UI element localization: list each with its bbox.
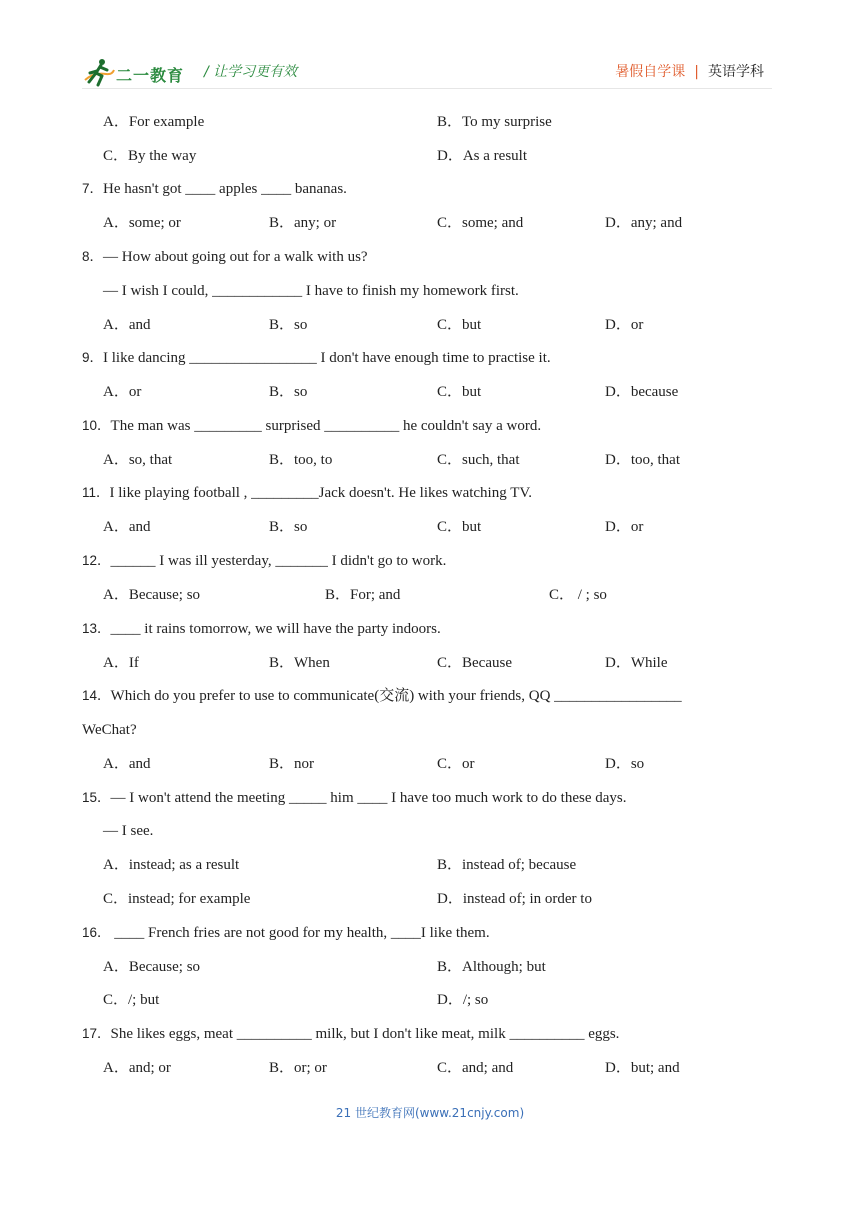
option-b: B．To my surprise: [437, 114, 552, 130]
option-c: C．/; but: [103, 992, 160, 1008]
question-text: Which do you prefer to use to communicate(交流) with your friends, QQ _________________: [110, 688, 682, 704]
question-text: The man was _________ surprised __________ he couldn't say a word.: [110, 418, 542, 434]
question-number: 15．: [82, 790, 111, 805]
question-text: — How about going out for a walk with us?: [103, 249, 368, 265]
option-c: C．such, that: [437, 452, 520, 468]
option-d: D．While: [605, 655, 668, 671]
option-c: C．but: [437, 384, 482, 400]
header-separator: |: [694, 64, 699, 80]
option-c: C．By the way: [103, 148, 197, 164]
slogan: / 让学习更有效: [204, 64, 298, 80]
option-b: B．nor: [269, 756, 315, 772]
question-text-continued: — I see.: [103, 823, 154, 839]
question-stem: [82, 179, 347, 199]
option-a: A．If: [103, 655, 139, 671]
header-course-info: [615, 61, 764, 81]
question-stem: [82, 788, 626, 808]
option-b: B．any; or: [269, 215, 337, 231]
option-b: B．instead of; because: [437, 857, 577, 873]
question-text: ____ French fries are not good for my health, ____I like them.: [110, 925, 490, 941]
logo: [82, 58, 190, 88]
option-d: D．or: [605, 519, 644, 535]
question-stem: [82, 551, 446, 571]
course-label: 暑假自学课: [615, 64, 686, 80]
option-c: C．but: [437, 317, 482, 333]
header-divider: [82, 88, 772, 89]
option-a: A．so, that: [103, 452, 173, 468]
question-text: — I won't attend the meeting _____ him ____ I have too much work to do these days.: [110, 790, 627, 806]
option-b: B．Although; but: [437, 959, 546, 975]
question-number: 16．: [82, 925, 111, 940]
question-number: 13．: [82, 621, 111, 636]
option-a: A．instead; as a result: [103, 857, 240, 873]
question-stem: [82, 416, 541, 436]
option-c: C．and; and: [437, 1060, 514, 1076]
question-number: 9．: [82, 350, 104, 365]
option-c: C．but: [437, 519, 482, 535]
option-d: D．or: [605, 317, 644, 333]
option-a: A．Because; so: [103, 587, 201, 603]
question-number: 12．: [82, 553, 111, 568]
option-d: D．/; so: [437, 992, 489, 1008]
option-a: A．and: [103, 519, 151, 535]
option-d: D．too, that: [605, 452, 680, 468]
page-footer[interactable]: 21 世纪教育网(www.21cnjy.com): [335, 1106, 525, 1120]
option-d: D．instead of; in order to: [437, 891, 592, 907]
page-header: [0, 0, 860, 100]
question-text: He hasn't got ____ apples ____ bananas.: [103, 181, 347, 197]
option-c: C．instead; for example: [103, 891, 251, 907]
option-b: B．so: [269, 519, 308, 535]
option-d: D．but; and: [605, 1060, 680, 1076]
option-b: B．For; and: [325, 587, 401, 603]
option-c: C．or: [437, 756, 475, 772]
question-stem: [82, 686, 682, 706]
question-text: I like playing football , _________Jack doesn't. He likes watching TV.: [109, 485, 533, 501]
question-text: ______ I was ill yesterday, _______ I didn't go to work.: [110, 553, 447, 569]
option-a: A．For example: [103, 114, 205, 130]
question-number: 10．: [82, 418, 111, 433]
question-text: ____ it rains tomorrow, we will have the party indoors.: [110, 621, 441, 637]
question-stem: [82, 348, 551, 368]
question-text: I like dancing _________________ I don't have enough time to practise it.: [103, 350, 551, 366]
runner-logo-icon: [82, 58, 116, 88]
option-c: C．Because: [437, 655, 512, 671]
option-d: D．any; and: [605, 215, 683, 231]
option-a: A．some; or: [103, 215, 181, 231]
question-stem: [82, 483, 532, 503]
option-b: B．When: [269, 655, 330, 671]
option-d: D．because: [605, 384, 679, 400]
option-c: C． / ; so: [549, 587, 607, 603]
option-d: D．so: [605, 756, 645, 772]
subject-label: 英语学科: [708, 64, 764, 80]
question-stem: [82, 923, 490, 943]
question-text: She likes eggs, meat __________ milk, but I don't like meat, milk __________ eggs.: [110, 1026, 620, 1042]
option-a: A．and; or: [103, 1060, 171, 1076]
option-b: B．or; or: [269, 1060, 327, 1076]
question-number: 7．: [82, 181, 104, 196]
option-b: B．so: [269, 317, 308, 333]
question-stem: [82, 247, 368, 267]
option-b: B．too, to: [269, 452, 333, 468]
option-a: A．and: [103, 317, 151, 333]
option-b: B．so: [269, 384, 308, 400]
question-stem: [82, 1024, 619, 1044]
option-c: C．some; and: [437, 215, 524, 231]
question-number: 17．: [82, 1026, 111, 1041]
question-number: 8．: [82, 249, 104, 264]
option-d: D．As a result: [437, 148, 527, 164]
option-a: A．or: [103, 384, 142, 400]
question-text-continued: — I wish I could, ____________ I have to finish my homework first.: [103, 283, 519, 299]
option-a: A．and: [103, 756, 151, 772]
question-number: 14．: [82, 688, 111, 703]
question-stem: [82, 619, 441, 639]
question-number: 11．: [82, 485, 110, 500]
logo-text: 二一教育: [116, 66, 185, 85]
question-text-continued: WeChat?: [82, 722, 137, 738]
option-a: A．Because; so: [103, 959, 201, 975]
